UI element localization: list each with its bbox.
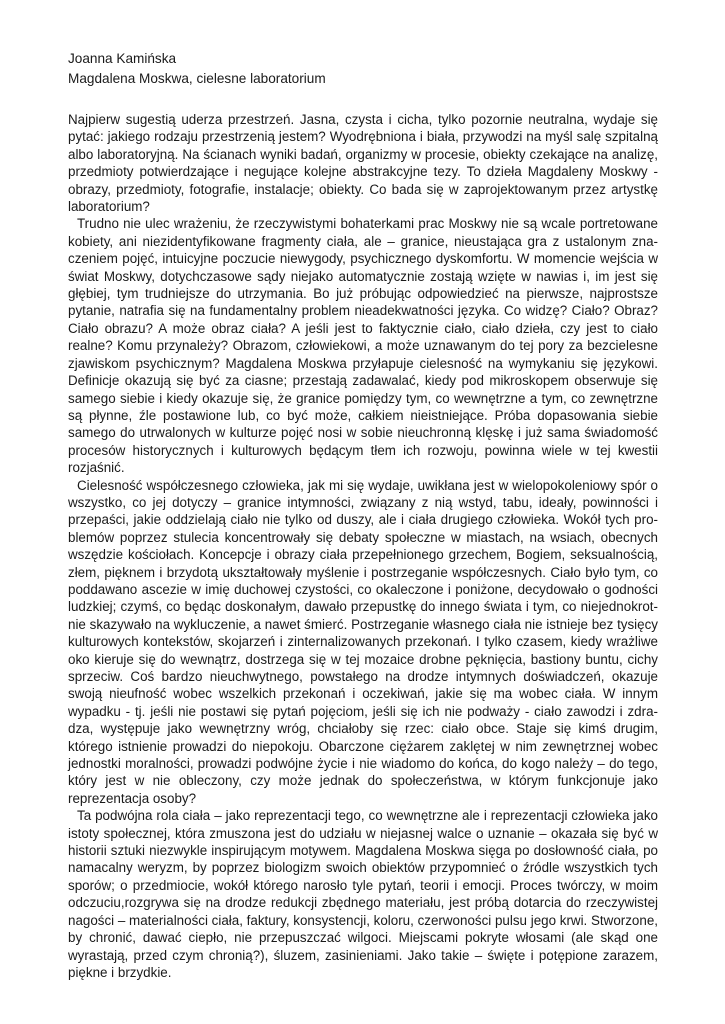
paragraph: Cielesność współczesnego człowieka, jak mi się wydaje, uwikłana jest w wielopokoleniowy spór o wszystko, co jej dotyczy – granice intymności, związany z nią wstyd, tabu, ideały, powinności i przepaści, jakie oddzielają ciało nie tylko od duszy, ale i ciała drugiego człowieka. Wokół tych problemów poprzez stulecia koncentrowały się debaty społeczne w miastach, na wsiach, obecnych wszędzie kościołach. Koncepcje i obrazy ciała przepełnionego grzechem, Bogiem, seksualnością, złem, pięknem i brzydotą ukształtowały myślenie i postrzeganie współczesnych. Ciało było tym, co poddawano ascezie w imię duchowej czystości, co okaleczone i poniżone, decydowało o godności ludzkiej; czymś, co będąc doskonałym, dawało przepustkę do innego świata i tym, co niejednokrotnie skazywało na wykluczenie, a nawet śmierć. Postrzeganie własnego ciała nie istnieje bez tysięcy kulturowych kontekstów, skojarzeń i zinternalizowanych przekonań. I tylko czasem, kiedy wrażliwe oko kieruje się do wewnątrz, dostrzega się w tej mozaice drobne pęknięcia, bastiony buntu, cichy sprzeciw. Coś bardzo nieuchwytnego, powstałego na drodze intymnych doświadczeń, okazuje swoją nieufność wobec wszelkich przekonań i oczekiwań, jakie się ma wobec ciała. W innym wypadku - tj. jeśli nie postawi się pytań pojęciom, jeśli się ich nie podważy - ciało zawodzi i zdradza, występuje jako wewnętrzny wróg, chciałoby się rzec: ciało obce. Staje się kimś drugim, którego istnienie prowadzi do niepokoju. Obarczone ciężarem zaklętej w nim zewnętrznej wobec jednostki moralności, prowadzi podwójne życie i nie wiadomo do końca, do kogo należy – do tego, który jest w nie obleczony, czy może jednak do społeczeństwa, w którym funkcjonuje jako reprezentacja osoby?	[68, 477, 658, 806]
document-header	[68, 49, 658, 89]
paragraph: Najpierw sugestią uderza przestrzeń. Jasna, czysta i cicha, tylko pozornie neutralna, wydaje się pytać: jakiego rodzaju przestrzenią jestem? Wyodrębniona i biała, przywodzi na myśl salę szpitalną albo laboratoryjną. Na ścianach wyniki badań, organizmy w procesie, obiekty czekające na analizę, przedmioty potwierdzające i negujące kolejne abstrakcyjne tezy. To dzieła Magdaleny Moskwy - obrazy, przedmioty, fotografie, instalacje; obiekty. Co bada się w zaprojektowanym przez artystkę laboratorium?	[68, 112, 658, 215]
article-body	[68, 111, 658, 981]
author-name: Joanna Kamińska	[68, 51, 177, 66]
document-page	[68, 49, 658, 981]
article-title: Magdalena Moskwa, cielesne laboratorium	[68, 71, 326, 86]
paragraph: Trudno nie ulec wrażeniu, że rzeczywistymi bohaterkami prac Moskwy nie są wcale portretowane kobiety, ani niezidentyfikowane fragmenty ciała, ale – granice, nieustająca gra z ustalonym znaczeniem pojęć, intuicyjne poczucie niewygody, psychicznego dyskomfortu. W momencie wejścia w świat Moskwy, dotychczasowe sądy niejako automatycznie zostają wzięte w nawias i, im jest się głębiej, tym trudniejsze do utrzymania. Bo już próbując odpowiedzieć na pierwsze, najprostsze pytanie, natrafia się na fundamentalny problem nieadekwatności języka. Co widzę? Ciało? Obraz? Ciało obrazu? A może obraz ciała? A jeśli jest to faktycznie ciało, ciało dzieła, czy jest to ciało realne? Komu przynależy? Obrazom, człowiekowi, a może uznawanym do tej pory za bezcielesne zjawiskom psychicznym? Magdalena Moskwa przyłapuje cielesność na wymykaniu się językowi. Definicje okazują się być za ciasne; przestają zadawalać, kiedy pod mikroskopem obserwuje się samego siebie i kiedy okazuje się, że granice pomiędzy tym, co wewnętrzne a tym, co zewnętrzne są płynne, źle postawione lub, co być może, całkiem nieistniejące. Próba dopasowania siebie samego do utrwalonych w kulturze pojęć nosi w sobie nieuchronną klęskę i już sama świadomość procesów historycznych i kulturowych będącym tłem ich rozwoju, powinna wiele w tej kwestii rozjaśnić.	[68, 216, 658, 476]
paragraph: Ta podwójna rola ciała – jako reprezentacji tego, co wewnętrzne ale i reprezentacji człowieka jako istoty społecznej, która zmuszona jest do udziału w niejasnej walce o uznanie – okazała się być w historii sztuki niezwykle inspirującym motywem. Magdalena Moskwa sięga po dosłowność ciała, po namacalny weryzm, by poprzez biologizm swoich obiektów przypomnieć o źródle wszystkich tych sporów; o przedmiocie, wokół którego narosło tyle pytań, teorii i emocji. Proces twórczy, w moim odczuciu,rozgrywa się na drodze redukcji zbędnego materiału, jest próbą dotarcia do rzeczywistej nagości – materialności ciała, faktury, konsystencji, koloru, czerwoności pulsu jego krwi. Stworzone, by chronić, dawać ciepło, nie przepuszczać wilgoci. Miejscami pokryte włosami (ale skąd one wyrastają, przed czym chronią?), śluzem, zasinieniami. Jako takie – święte i potępione zarazem, piękne i brzydkie.	[68, 808, 658, 980]
